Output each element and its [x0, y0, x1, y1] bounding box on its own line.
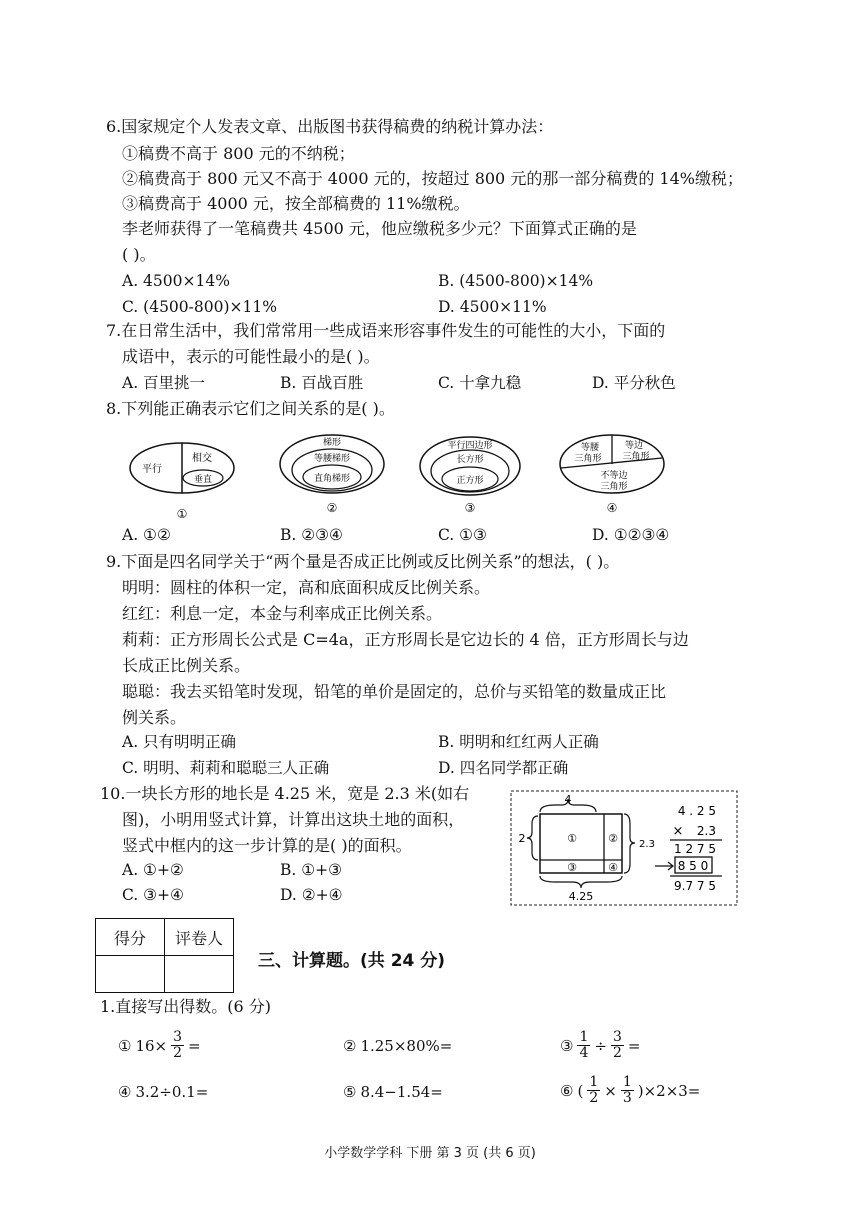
d4-label-equilateral-2: 三角形	[622, 452, 650, 462]
fig-region-4: ④	[608, 861, 618, 874]
operator: ×	[604, 1081, 617, 1100]
d4-label-equilateral-1: 等边	[624, 441, 644, 451]
fig-region-3: ③	[567, 861, 577, 874]
q6-rule-2: ②稿费高于 800 元又不高于 4000 元的，按超过 800 元的那一部分稿费的 14%缴税；	[122, 169, 743, 188]
diagram-3	[420, 437, 520, 515]
q9-congcong-2: 例关系。	[122, 708, 187, 727]
d3-label-square: 正方形	[456, 476, 484, 486]
d1-number: ①	[176, 507, 188, 521]
q6-option-b: B. (4500-800)×14%	[438, 272, 594, 290]
q6-option-c: C. (4500-800)×11%	[122, 298, 277, 316]
q6-rule-3: ③稿费高于 4000 元，按全部稿费的 11%缴税。	[122, 194, 470, 213]
calc-item-5	[343, 1083, 443, 1101]
d4-label-scalene-1: 不等边	[600, 471, 628, 481]
q7-line-2: 成语中，表示的可能性最小的是( )。	[122, 347, 380, 366]
fraction: $\frac{3}{2}$	[612, 1029, 622, 1061]
q8-option-d: D. ①②③④	[592, 526, 670, 544]
item-number: ②	[343, 1037, 357, 1055]
diagram-4	[560, 435, 664, 515]
q6-rule-1: ①稿费不高于 800 元的不纳税；	[122, 144, 355, 163]
q9-option-c: C. 明明、莉莉和聪聪三人正确	[122, 759, 330, 777]
fig-label-bottom: 4.25	[568, 890, 594, 903]
q9-option-b: B. 明明和红红两人正确	[438, 733, 599, 751]
fraction: $\frac{1}{2}$	[589, 1074, 599, 1106]
q8-option-a: A. ①②	[122, 526, 171, 544]
q10-figure	[510, 790, 740, 908]
item-number: ③	[560, 1036, 574, 1055]
q8-option-c: C. ①③	[438, 526, 487, 544]
d2-label-trapezoid: 梯形	[322, 438, 342, 448]
q10-line-3: 竖式中框内的这一步计算的是( )的面积。	[122, 836, 412, 855]
q10-line-2: 图)，小明用竖式计算，计算出这块土地的面积，	[122, 810, 465, 829]
d3-label-rectangle: 长方形	[456, 455, 484, 465]
q10-option-b: B. ①+③	[280, 861, 343, 879]
d4-label-scalene-2: 三角形	[600, 482, 628, 492]
paren: (	[577, 1081, 584, 1100]
calc-partial-1: 1 2 7 5	[674, 842, 716, 856]
section-heading: 三、计算题。(共 24 分)	[258, 951, 446, 971]
calc-times: ×	[672, 824, 684, 839]
q10-option-a: A. ①+②	[122, 861, 184, 879]
fraction: $\frac{3}{2}$	[173, 1029, 183, 1061]
q8-title: 8.下列能正确表示它们之间关系的是( )。	[106, 399, 395, 418]
calc-title: 1.直接写出得数。(6 分)	[100, 997, 272, 1016]
calc-product: 9.7 7 5	[674, 879, 716, 893]
q6-option-a: A. 4500×14%	[122, 272, 230, 290]
calc-item-1	[118, 1030, 201, 1061]
page-footer: 小学数学学科 下册 第 3 页 (共 6 页)	[324, 1146, 536, 1161]
q7-line-1: 7.在日常生活中，我们常常用一些成语来形容事件发生的可能性的大小，下面的	[106, 321, 666, 340]
diagram-2	[280, 435, 384, 515]
q9-title: 9.下面是四名同学关于“两个量是否成正比例或反比例关系”的想法，( )。	[106, 552, 620, 571]
q10-option-c: C. ③+④	[122, 886, 184, 904]
equals: =	[188, 1036, 201, 1055]
score-cell[interactable]	[96, 956, 165, 993]
q7-option-a: A. 百里挑一	[122, 374, 206, 392]
calc-item-3	[560, 1030, 640, 1061]
q6-option-d: D. 4500×11%	[438, 298, 547, 316]
calc-item-6	[560, 1075, 700, 1106]
item-number: ①	[118, 1036, 132, 1055]
calc-item-2	[343, 1037, 452, 1055]
fig-label-left: 2	[518, 832, 526, 845]
expression: 3.2÷0.1=	[135, 1083, 209, 1101]
calc-partial-2: 8 5 0	[677, 859, 709, 873]
calc-multiplicand: 4 . 2 5	[677, 804, 716, 818]
q7-option-d: D. 平分秋色	[592, 374, 676, 392]
d4-label-isosceles-2: 三角形	[574, 454, 602, 464]
q6-title: 6.国家规定个人发表文章、出版图书获得稿费的纳税计算办法：	[106, 117, 554, 136]
d1-label-intersect: 相交	[192, 453, 212, 464]
q9-option-d: D. 四名同学都正确	[438, 759, 569, 777]
fraction: $\frac{1}{4}$	[579, 1029, 589, 1061]
fig-region-1: ①	[567, 832, 577, 845]
score-header: 得分	[96, 919, 165, 956]
expr-part: 16×	[135, 1036, 168, 1055]
score-table	[95, 918, 234, 993]
item-number: ⑤	[343, 1083, 357, 1101]
q6-answer-blank: ( )。	[122, 245, 156, 264]
q9-option-a: A. 只有明明正确	[122, 733, 237, 751]
q9-mingming: 明明：圆柱的体积一定，高和底面积成反比例关系。	[122, 578, 491, 597]
q9-lili-2: 长成正比例关系。	[122, 656, 251, 675]
grader-header: 评卷人	[165, 919, 234, 956]
q10-line-1: 10.一块长方形的地长是 4.25 米，宽是 2.3 米(如右	[100, 784, 470, 803]
d2-label-right: 直角梯形	[313, 474, 351, 484]
q7-option-c: C. 十拿九稳	[438, 374, 522, 392]
expression: 8.4−1.54=	[360, 1083, 443, 1101]
q6-question: 李老师获得了一笔稿费共 4500 元，他应缴税多少元？下面算式正确的是	[122, 219, 637, 238]
expression: 1.25×80%=	[360, 1037, 453, 1055]
q7-option-b: B. 百战百胜	[280, 374, 364, 392]
d3-number: ③	[464, 501, 476, 515]
q8-diagrams	[120, 428, 700, 523]
d1-label-parallel: 平行	[142, 464, 162, 475]
fig-label-top: 4	[564, 793, 572, 806]
d4-number: ④	[606, 501, 618, 515]
d4-label-isosceles-1: 等腰	[580, 443, 600, 453]
fig-label-right: 2.3	[639, 839, 655, 850]
equals: )×2×3=	[637, 1081, 701, 1100]
d1-label-perpendicular: 垂直	[193, 475, 213, 485]
item-number: ④	[118, 1083, 132, 1101]
grader-cell[interactable]	[165, 956, 234, 993]
operator: ÷	[594, 1036, 607, 1055]
q9-congcong-1: 聪聪：我去买铅笔时发现，铅笔的单价是固定的，总价与买铅笔的数量成正比	[122, 682, 667, 701]
diagram-1	[130, 443, 234, 521]
q9-honghong: 红红：利息一定，本金与利率成正比例关系。	[122, 604, 443, 623]
d2-number: ②	[326, 501, 338, 515]
fig-region-2: ②	[608, 832, 618, 845]
q8-option-b: B. ②③④	[280, 526, 343, 544]
calc-multiplier: 2.3	[696, 824, 716, 838]
fraction: $\frac{1}{3}$	[622, 1074, 632, 1106]
calc-item-4	[118, 1083, 208, 1101]
item-number: ⑥	[560, 1081, 574, 1100]
d2-label-isosceles: 等腰梯形	[313, 454, 351, 464]
d3-label-parallelogram: 平行四边形	[447, 441, 493, 451]
q10-option-d: D. ②+④	[280, 886, 343, 904]
q9-lili-1: 莉莉：正方形周长公式是 C=4a，正方形周长是它边长的 4 倍，正方形周长与边	[122, 630, 689, 649]
equals: =	[627, 1036, 641, 1055]
